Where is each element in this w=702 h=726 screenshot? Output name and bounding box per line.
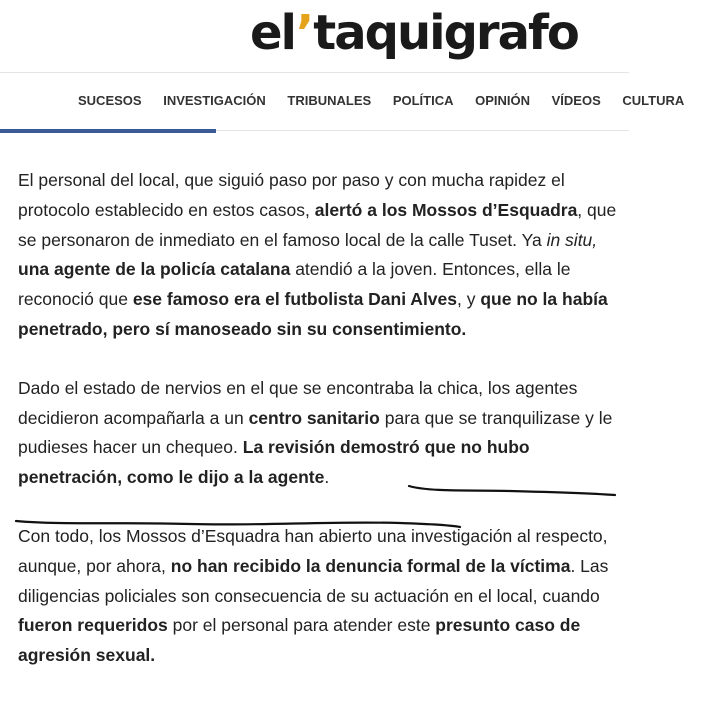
site-header xyxy=(0,0,629,73)
nav-items xyxy=(78,93,702,108)
p1-text-2: , que se personaron de inmediato en el famoso local de la calle Tuset. Ya xyxy=(18,199,617,250)
nav-item-videos[interactable]: VÍDEOS xyxy=(551,93,601,108)
p3-bold-3: presunto caso de agresión sexual. xyxy=(18,615,581,666)
p2-bold-underlined: La revisión demostró que no hubo penetración, como le dijo a la agente xyxy=(18,437,530,488)
p3-bold-2: fueron requeridos xyxy=(18,615,168,636)
nav-item-sucesos[interactable]: SUCESOS xyxy=(78,93,142,108)
p1-bold-1: alertó a los Mossos d’Esquadra xyxy=(314,199,578,220)
p1-italic-1: in situ, xyxy=(546,229,598,250)
p1-bold-4: que no la había penetrado, pero sí manoseado sin su consentimiento. xyxy=(18,289,608,339)
nav-scroll-indicator xyxy=(0,129,216,133)
p1-text-1: El personal del local, que siguió paso por paso y con mucha rapidez el protocolo establecido en estos casos, xyxy=(18,170,565,220)
site-logo[interactable] xyxy=(250,4,578,62)
article-paragraph-2 xyxy=(18,374,622,493)
p3-text-1: Con todo, los Mossos d’Esquadra han abierto una investigación al respecto, aunque, por ahora, xyxy=(18,525,608,576)
article-paragraph-1 xyxy=(18,166,622,345)
p3-bold-1: no han recibido la denuncia formal de la víctima xyxy=(170,555,571,576)
p2-text-3: . xyxy=(324,467,330,488)
logo-suffix: taquigrafo xyxy=(313,5,578,61)
article-paragraph-3 xyxy=(18,522,622,671)
nav-item-cultura[interactable]: CULTURA xyxy=(622,93,685,108)
article-body xyxy=(18,166,622,700)
p3-text-3: por el personal para atender este xyxy=(167,615,436,636)
logo-prefix: el xyxy=(250,5,296,61)
p2-bold-1: centro sanitario xyxy=(248,407,380,428)
nav-item-tribunales[interactable]: TRIBUNALES xyxy=(287,93,372,108)
p3-text-2: . Las diligencias policiales son consecuencia de su actuación en el local, cuando xyxy=(18,555,609,606)
nav-item-politica[interactable]: POLÍTICA xyxy=(392,93,454,108)
p1-text-4: atendió a la joven. Entonces, ella le reconoció que xyxy=(18,259,571,310)
nav-item-investigacion[interactable]: INVESTIGACIÓN xyxy=(163,93,266,108)
p1-bold-3: ese famoso era el futbolista Dani Alves xyxy=(132,289,457,310)
p1-bold-2: una agente de la policía catalana xyxy=(18,259,291,280)
p2-text-2: para que se tranquilizase y le pudieses hacer un chequeo. xyxy=(18,407,613,458)
main-nav xyxy=(0,72,685,134)
nav-item-opinion[interactable]: OPINIÓN xyxy=(475,93,531,108)
logo-apostrophe: ’ xyxy=(296,5,313,61)
p2-text-1: Dado el estado de nervios en el que se encontraba la chica, los agentes decidieron acompañarla a un xyxy=(18,377,578,428)
p1-text-5: , y xyxy=(457,289,481,310)
